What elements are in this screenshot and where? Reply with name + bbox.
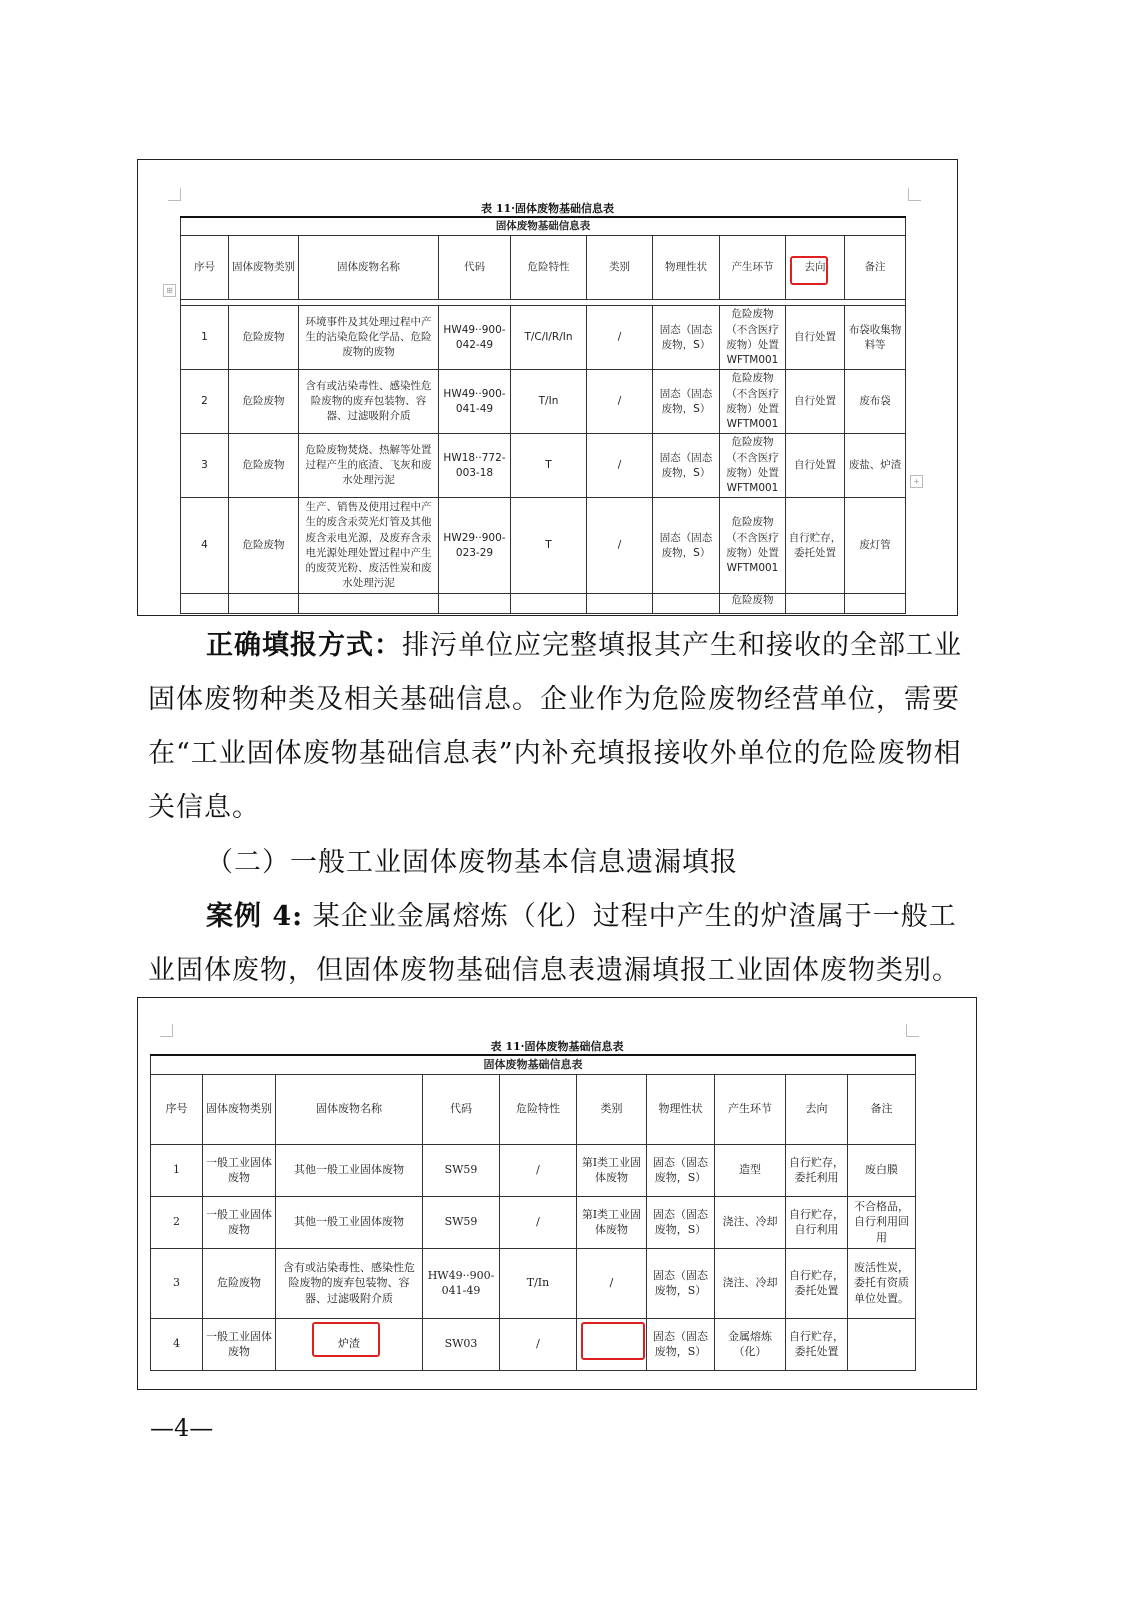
paragraph-text: 某企业金属熔炼（化）过程中产生的炉渣属于一般工业固体废物，但固体废物基础信息表遗漏填报工业固体废物类别。 (148, 901, 960, 986)
table-cell: 不合格品，自行利用回用 (848, 1196, 916, 1248)
table-cell: HW49··900-041-49 (439, 370, 511, 434)
table-cell: 金属熔炼（化） (715, 1318, 786, 1370)
header-cell: 危险特性 (500, 1074, 577, 1144)
table-row (151, 1196, 916, 1248)
table-cell: 废布袋 (845, 370, 906, 434)
table-caption: 表 11·固体废物基础信息表 (481, 202, 614, 215)
table-cell: 危险废物（不含医疗废物）处置 WFTM001 (720, 434, 786, 498)
table-row (151, 1144, 916, 1196)
header-cell: 固体废物名称 (299, 236, 439, 300)
table-cell: / (577, 1248, 647, 1318)
table-cell: 危险废物 (229, 370, 299, 434)
highlight-destination-header (790, 256, 828, 285)
table-row (151, 1318, 916, 1370)
table-cell: / (587, 370, 653, 434)
table-cell: 固态（固态废物，S） (653, 370, 720, 434)
table-cell: 炉渣 (276, 1318, 423, 1370)
table-cell: SW59 (423, 1144, 500, 1196)
header-cell: 序号 (181, 236, 229, 300)
table-cell: 废灯管 (845, 498, 906, 594)
table-cell: HW49··900-041-49 (423, 1248, 500, 1318)
table-cell: 自行贮存，委托处置 (786, 1248, 848, 1318)
table-cell: 一般工业固体废物 (203, 1318, 276, 1370)
table-cell: 生产、销售及使用过程中产生的废含汞荧光灯管及其他废含汞电光源，及废弃含汞电光源处理处置过程中产生的废荧光粉、废活性炭和废水处理污泥 (299, 498, 439, 594)
header-cell: 产生环节 (715, 1074, 786, 1144)
table-cell: HW29··900-023-29 (439, 498, 511, 594)
table-cell: SW03 (423, 1318, 500, 1370)
table-cell: / (587, 434, 653, 498)
table-cell: 固态（固态废物，S） (647, 1318, 715, 1370)
table-cell: T/In (500, 1248, 577, 1318)
table-cell: T (511, 434, 587, 498)
header-cell: 代码 (423, 1074, 500, 1144)
header-cell: 类别 (587, 236, 653, 300)
section-heading: （二）一般工业固体废物基本信息遗漏填报 (206, 847, 738, 878)
table-cell: 自行贮存，委托利用 (786, 1144, 848, 1196)
table-cell: 危险废物（不含医疗废物）处置 WFTM001 (720, 498, 786, 594)
table-cell: 危险废物（不含医疗废物）处置 WFTM001 (720, 370, 786, 434)
table-cell: 自行处置 (786, 370, 845, 434)
table-cell (848, 1318, 916, 1370)
table-cell: 含有或沾染毒性、感染性危险废物的废弃包装物、容器、过滤吸附介质 (299, 370, 439, 434)
table-cell: / (500, 1196, 577, 1248)
table-cell: 一般工业固体废物 (203, 1196, 276, 1248)
table-row (151, 1248, 916, 1318)
table-cell: / (587, 306, 653, 370)
add-column-icon: + (910, 475, 923, 488)
table-cell: 含有或沾染毒性、感染性危险废物的废弃包装物、容器、过滤吸附介质 (276, 1248, 423, 1318)
table-cell: 第Ⅰ类工业固体废物 (577, 1144, 647, 1196)
table-row (181, 370, 906, 434)
table-screenshot-1 (137, 159, 958, 616)
highlight-missing-category (581, 1322, 645, 1360)
table-cell: 危险废物 (203, 1248, 276, 1318)
table-cell: 其他一般工业固体废物 (276, 1144, 423, 1196)
header-cell: 固体废物名称 (276, 1074, 423, 1144)
table-cell: HW49··900-042-49 (439, 306, 511, 370)
header-cell: 序号 (151, 1074, 203, 1144)
table-row-partial (181, 594, 906, 614)
table-cell: 危险废物 (229, 306, 299, 370)
paragraph-text: 排污单位应完整填报其产生和接收的全部工业固体废物种类及相关基础信息。企业作为危险废物经营单位，需要在“工业固体废物基础信息表”内补充填报接收外单位的危险废物相关信息。 (148, 630, 962, 823)
crop-mark (160, 1024, 173, 1037)
table-cell: 一般工业固体废物 (203, 1144, 276, 1196)
table-screenshot-2 (137, 997, 977, 1390)
paragraph-lead: 案例 4: (206, 901, 304, 932)
table-cell: T (511, 498, 587, 594)
table-cell: / (587, 498, 653, 594)
header-cell: 备注 (848, 1074, 916, 1144)
table-cell: 危险废物（不含医疗废物）处置 WFTM001 (720, 306, 786, 370)
table-cell: 浇注、冷却 (715, 1248, 786, 1318)
table-cell: 固态（固态废物，S） (653, 498, 720, 594)
table-cell: T/C/I/R/In (511, 306, 587, 370)
table-cell: 1 (181, 306, 229, 370)
table-cell: 其他一般工业固体废物 (276, 1196, 423, 1248)
table-row (181, 306, 906, 370)
table-cell: 自行处置 (786, 306, 845, 370)
table-subcaption: 固体废物基础信息表 (181, 217, 906, 236)
header-cell-destination: 去向 (786, 236, 845, 300)
paragraph-correct-method (148, 619, 978, 835)
table-cell: 危险废物焚烧、热解等处置过程产生的底渣、飞灰和废水处理污泥 (299, 434, 439, 498)
table-cell: 固态（固态废物，S） (647, 1144, 715, 1196)
crop-mark (906, 1024, 919, 1037)
header-cell: 代码 (439, 236, 511, 300)
table-cell: 固态（固态废物，S） (647, 1248, 715, 1318)
header-cell: 产生环节 (720, 236, 786, 300)
header-cell: 固体废物类别 (203, 1074, 276, 1144)
table-cell: T/In (511, 370, 587, 434)
table-caption: 表 11·固体废物基础信息表 (490, 1040, 624, 1053)
table-row (181, 498, 906, 594)
table-cell: 造型 (715, 1144, 786, 1196)
table-cell: / (500, 1318, 577, 1370)
table-cell: 危险废物 (229, 498, 299, 594)
table-cell: 2 (181, 370, 229, 434)
table-header-row (151, 1074, 916, 1144)
table-cell: 浇注、冷却 (715, 1196, 786, 1248)
page-number: —4— (150, 1414, 214, 1442)
table-cell: 1 (151, 1144, 203, 1196)
table-cell: 自行贮存，自行利用 (786, 1196, 848, 1248)
table-cell: 固态（固态废物，S） (653, 434, 720, 498)
header-cell: 危险特性 (511, 236, 587, 300)
table-cell: HW18··772-003-18 (439, 434, 511, 498)
paragraph-lead: 正确填报方式： (206, 630, 402, 661)
table-cell: 自行处置 (786, 434, 845, 498)
header-cell: 备注 (845, 236, 906, 300)
header-cell: 物理性状 (647, 1074, 715, 1144)
table-cell: 危险废物 (229, 434, 299, 498)
table-cell: 4 (181, 498, 229, 594)
table-cell: SW59 (423, 1196, 500, 1248)
table-cell: 废白膜 (848, 1144, 916, 1196)
table-cell: 4 (151, 1318, 203, 1370)
table-handle-icon: ⊞ (163, 284, 176, 297)
header-cell: 物理性状 (653, 236, 720, 300)
header-cell: 去向 (786, 1074, 848, 1144)
solid-waste-table (150, 1054, 916, 1371)
table-cell: 废活性炭，委托有资质单位处置。 (848, 1248, 916, 1318)
table-row (181, 434, 906, 498)
table-cell: / (500, 1144, 577, 1196)
table-cell: 3 (151, 1248, 203, 1318)
table-subcaption: 固体废物基础信息表 (151, 1055, 916, 1074)
table-cell: 自行贮存，委托处置 (786, 1318, 848, 1370)
header-cell: 固体废物类别 (229, 236, 299, 300)
table-cell: 固态（固态废物，S） (653, 306, 720, 370)
table-cell: 第Ⅰ类工业固体废物 (577, 1196, 647, 1248)
table-cell: 危险废物 (720, 594, 786, 614)
header-cell: 类别 (577, 1074, 647, 1144)
highlight-slag-name (312, 1322, 380, 1357)
table-cell: 环境事件及其处理过程中产生的沾染危险化学品、危险废物的废物 (299, 306, 439, 370)
table-cell: 废盐、炉渣 (845, 434, 906, 498)
table-cell: 固态（固态废物，S） (647, 1196, 715, 1248)
table-cell: 自行贮存，委托处置 (786, 498, 845, 594)
paragraph-case-4 (148, 890, 978, 998)
table-cell: 2 (151, 1196, 203, 1248)
table-cell: 布袋收集物料等 (845, 306, 906, 370)
table-cell: 3 (181, 434, 229, 498)
